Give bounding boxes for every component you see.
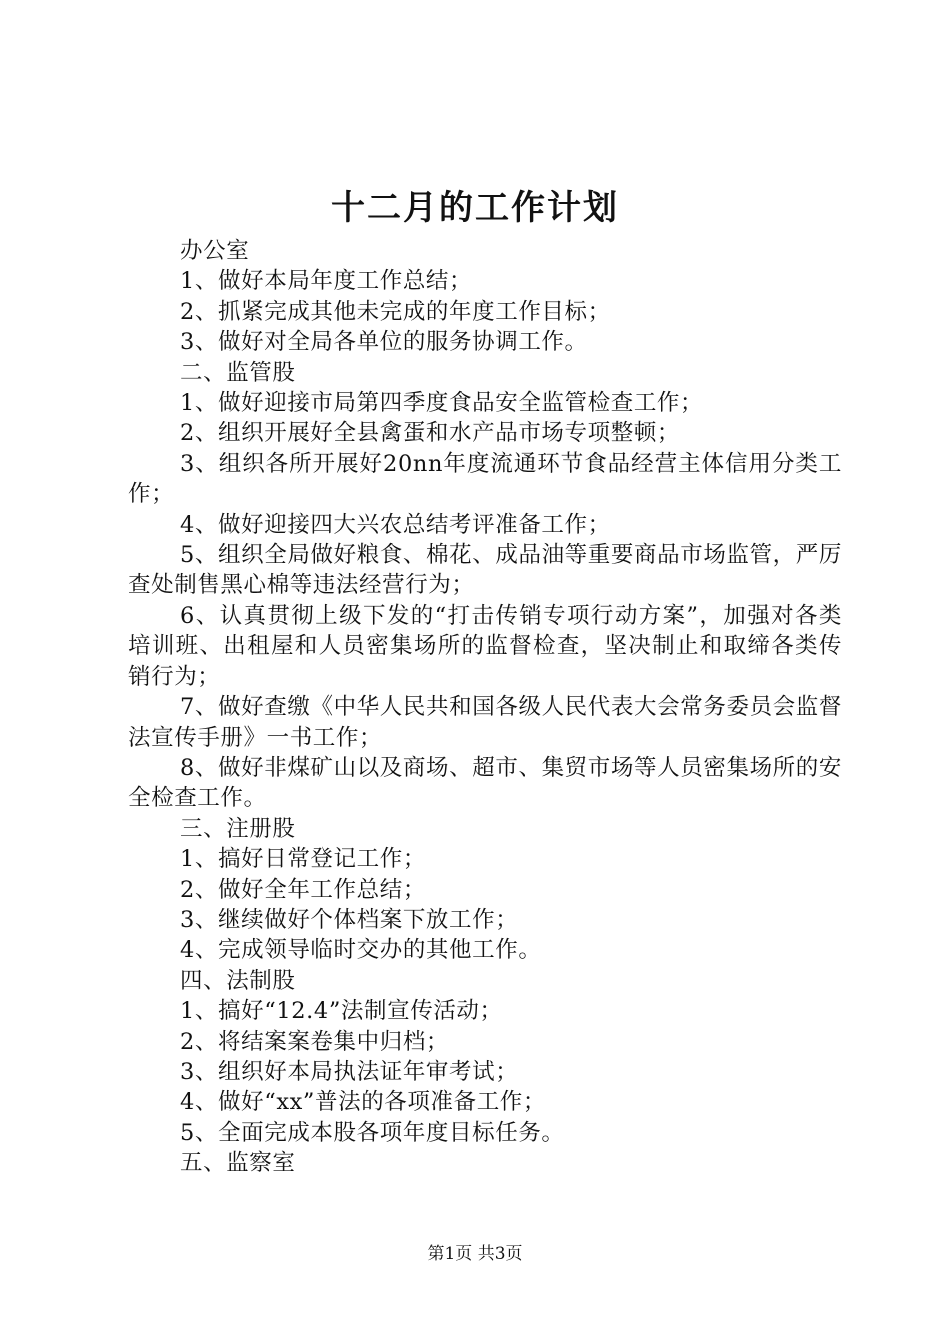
document-title: 十二月的工作计划: [331, 188, 619, 228]
paragraph: 2、做好全年工作总结；: [180, 876, 426, 903]
paragraph: 7、做好查缴《中华人民共和国各级人民代表大会常务委员会监督法宣传手册》一书工作；: [128, 694, 842, 751]
paragraph: 3、组织好本局执法证年审考试；: [180, 1058, 519, 1085]
paragraph: 3、继续做好个体档案下放工作；: [180, 906, 519, 933]
paragraph: 4、做好“xx”普法的各项准备工作；: [180, 1089, 546, 1116]
paragraph: 4、做好迎接四大兴农总结考评准备工作；: [180, 511, 611, 538]
paragraph: 2、抓紧完成其他未完成的年度工作目标；: [180, 298, 611, 325]
paragraph: 1、搞好“12.4”法制宣传活动；: [180, 998, 503, 1025]
paragraph: 1、做好迎接市局第四季度食品安全监管检查工作；: [180, 390, 704, 417]
paragraph: 3、组织各所开展好20nn年度流通环节食品经营主体信用分类工作；: [128, 450, 842, 508]
paragraph: 1、搞好日常登记工作；: [180, 846, 426, 873]
page-number-footer: 第1页 共3页: [427, 1244, 523, 1264]
paragraph-section-heading: 二、监管股: [180, 359, 296, 386]
document-body: [128, 236, 842, 1179]
paragraph: 2、将结案案卷集中归档；: [180, 1028, 450, 1055]
paragraph: 5、组织全局做好粮食、棉花、成品油等重要商品市场监管，严厉查处制售黑心棉等违法经营行为；: [128, 542, 842, 599]
paragraph-office-heading: 办公室: [180, 238, 250, 264]
paragraph: 4、完成领导临时交办的其他工作。: [180, 937, 542, 964]
paragraph: 2、组织开展好全县禽蛋和水产品市场专项整顿；: [180, 420, 681, 447]
paragraph-section-heading: 三、注册股: [180, 815, 296, 842]
paragraph-section-heading: 四、法制股: [180, 967, 296, 994]
paragraph: 8、做好非煤矿山以及商场、超市、集贸市场等人员密集场所的安全检查工作。: [128, 754, 842, 812]
paragraph: 5、全面完成本股各项年度目标任务。: [180, 1119, 565, 1146]
paragraph: 6、认真贯彻上级下发的“打击传销专项行动方案”，加强对各类培训班、出租屋和人员密集场所的监督检查，坚决制止和取缔各类传销行为；: [128, 602, 842, 690]
paragraph: 3、做好对全局各单位的服务协调工作。: [180, 329, 588, 356]
paragraph-section-heading: 五、监察室: [180, 1150, 296, 1177]
paragraph: 1、做好本局年度工作总结；: [180, 268, 473, 295]
